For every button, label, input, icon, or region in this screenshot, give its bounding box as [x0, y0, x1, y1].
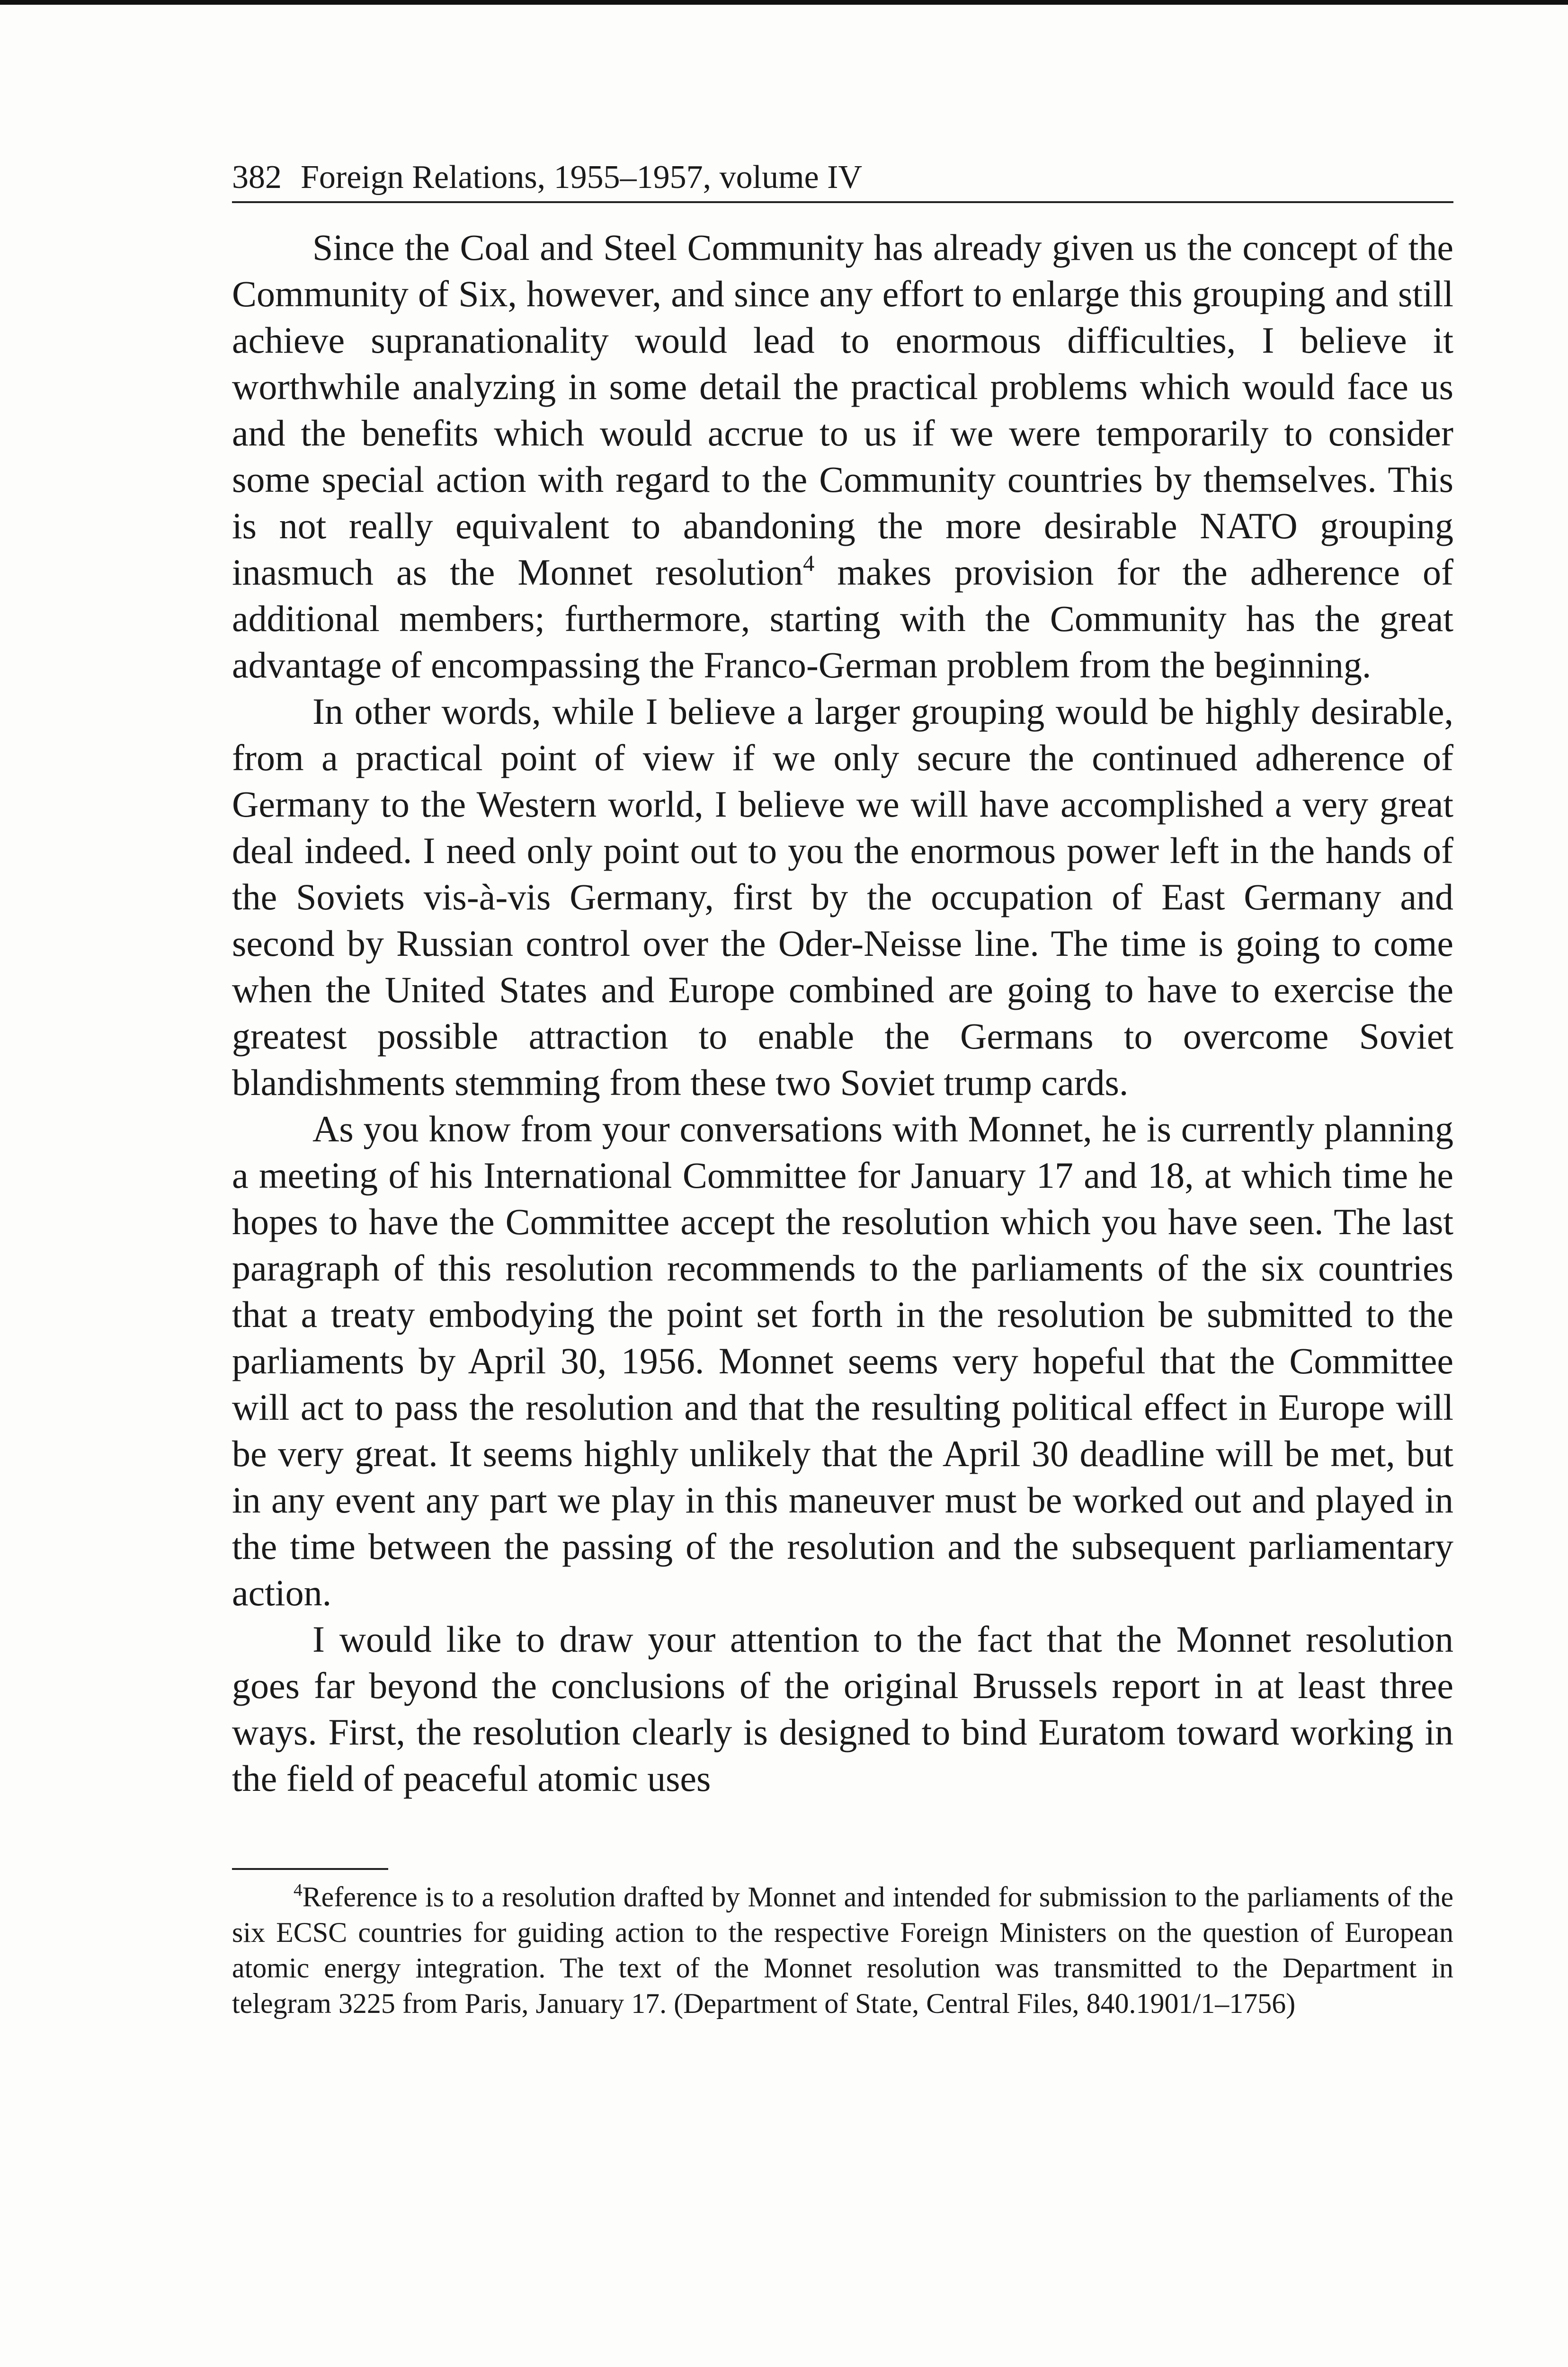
paragraph-3: As you know from your conversations with Monnet, he is currently planning a meeting of his International Committee for January 17 and 18, at which time he hopes to have the Committee accept the resolution which you have seen. The last paragraph of this resolution recommends to the parliaments of the six countries that a treaty embodying the point set forth in the resolution be submitted to the parliaments by April 30, 1956. Monnet seems very hopeful that the Committee will act to pass the resolution and that the resulting political effect in Europe will be very great. It seems highly unlikely that the April 30 deadline will be met, but in any event any part we play in this maneuver must be worked out and played in the time between the passing of the resolution and the subsequent parliamentary action.: [232, 1108, 1453, 1613]
document-page: [232, 156, 1453, 2021]
footnote: [232, 1879, 1453, 2021]
paragraph-1-text-after-note: makes provision for the adherence of additional members; furthermore, starting with the Community has the great advantage of encompassing the Franco-German problem from the beginning.: [232, 552, 1453, 685]
paragraph-2: In other words, while I believe a larger grouping would be highly desirable, from a practical point of view if we only secure the continued adherence of Germany to the Western world, I believe we will have accomplished a very great deal indeed. I need only point out to you the enormous power left in the hands of the Soviets vis-à-vis Germany, first by the occupation of East Germany and second by Russian control over the Oder-Neisse line. The time is going to come when the United States and Europe combined are going to have to exercise the greatest possible attraction to enable the Germans to overcome Soviet blandishments stemming from these two Soviet trump cards.: [232, 691, 1453, 1103]
footnote-reference-4[interactable]: 4: [803, 551, 815, 576]
paragraph-4: I would like to draw your attention to the fact that the Monnet resolution goes far beyond the conclusions of the original Brussels report in at least three ways. First, the resolution clearly is designed to bind Euratom toward working in the field of peaceful atomic uses: [232, 1619, 1453, 1799]
page-top-edge: [0, 0, 1568, 5]
paragraph-1: [232, 224, 1453, 688]
footnote-marker: 4: [294, 1880, 303, 1900]
page-number: 382: [232, 159, 282, 196]
footnote-divider: [232, 1868, 388, 1870]
footnote-4: [232, 1879, 1453, 2021]
body-text: [232, 224, 1453, 1802]
footnote-text: Reference is to a resolution drafted by Monnet and intended for submission to the parliaments of the six ECSC countries for guiding action to the respective Foreign Ministers on the question of European atomic energy integration. The text of the Monnet resolution was transmitted to the Department in telegram 3225 from Paris, January 17. (Department of State, Central Files, 840.1901/1–1756): [232, 1881, 1453, 2019]
paragraph-1-text-before-note: Since the Coal and Steel Community has already given us the concept of the Community of Six, however, and since any effort to enlarge this grouping and still achieve supranationality would lead to enormous difficulties, I believe it worthwhile analyzing in some detail the practical problems which would face us and the benefits which would accrue to us if we were temporarily to consider some special action with regard to the Community countries by themselves. This is not really equivalent to abandoning the more desirable NATO grouping inasmuch as the Monnet resolution: [232, 227, 1453, 593]
running-header: [232, 156, 1453, 203]
volume-title: Foreign Relations, 1955–1957, volume IV: [301, 159, 863, 196]
